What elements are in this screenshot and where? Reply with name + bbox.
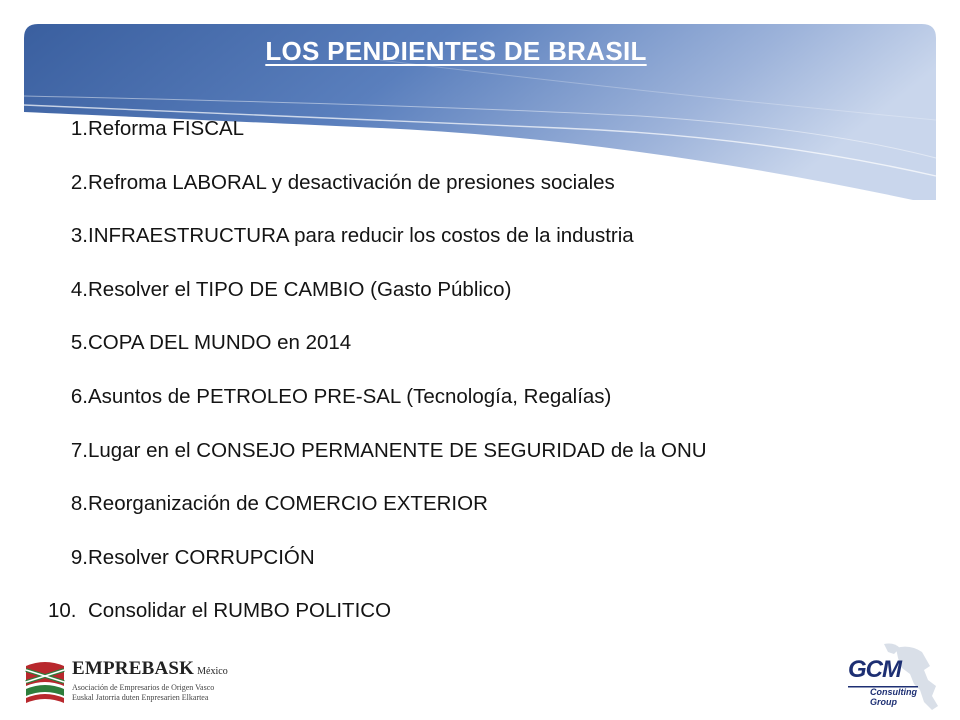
list-item (44, 485, 924, 539)
list-item (44, 539, 924, 593)
item-number: 9. (70, 545, 88, 569)
list-item (44, 592, 924, 646)
emprebask-emblem-icon (22, 656, 68, 708)
emprebask-logo (22, 650, 228, 712)
item-text: COPA DEL MUNDO en 2014 (88, 331, 352, 355)
item-number: 1. (70, 117, 88, 140)
item-text: INFRAESTRUCTURA para reducir los costos de la industria (88, 224, 634, 248)
item-number: 6. (70, 384, 88, 408)
item-number: 4. (70, 277, 88, 301)
list-item (44, 324, 924, 378)
item-number: 7. (70, 438, 88, 462)
emprebask-subtitle-line2: Euskal Jatorria duten Enpresarien Elkartea (72, 693, 209, 702)
item-text: Resolver CORRUPCIÓN (88, 545, 315, 569)
gcm-brand: GCM (848, 656, 901, 683)
pending-list (44, 110, 924, 646)
list-item (44, 217, 924, 271)
item-number: 5. (70, 331, 88, 355)
item-text: Asuntos de PETROLEO PRE-SAL (Tecnología, Regalías) (88, 384, 612, 408)
item-number: 10. (48, 599, 77, 623)
gcm-logo (844, 640, 944, 712)
emprebask-subtitle-line1: Asociación de Empresarios de Origen Vasco (72, 683, 215, 692)
slide-title (0, 36, 912, 67)
item-text: Reforma FISCAL (88, 117, 245, 140)
item-number: 8. (70, 492, 88, 516)
slide-title-text: LOS PENDIENTES DE BRASIL (265, 36, 647, 66)
list-item (44, 378, 924, 432)
emprebask-brand (72, 658, 228, 680)
emprebask-brand-suffix: México (197, 666, 228, 677)
item-text: Consolidar el RUMBO POLITICO (88, 599, 392, 623)
item-number: 2. (70, 170, 88, 194)
item-text: Lugar en el CONSEJO PERMANENTE DE SEGURIDAD de la ONU (88, 438, 707, 462)
item-text: Reorganización de COMERCIO EXTERIOR (88, 492, 488, 516)
item-text: Refroma LABORAL y desactivación de presiones sociales (88, 170, 615, 194)
gcm-tagline: Consulting Group (870, 687, 917, 707)
item-text: Resolver el TIPO DE CAMBIO (Gasto Público) (88, 277, 512, 301)
item-number: 3. (70, 224, 88, 248)
emprebask-subtitle (72, 683, 214, 703)
list-item (44, 164, 924, 218)
list-item (44, 432, 924, 486)
list-item (44, 271, 924, 325)
emprebask-brand-name: EMPREBASK (72, 658, 195, 679)
list-item (44, 110, 924, 164)
